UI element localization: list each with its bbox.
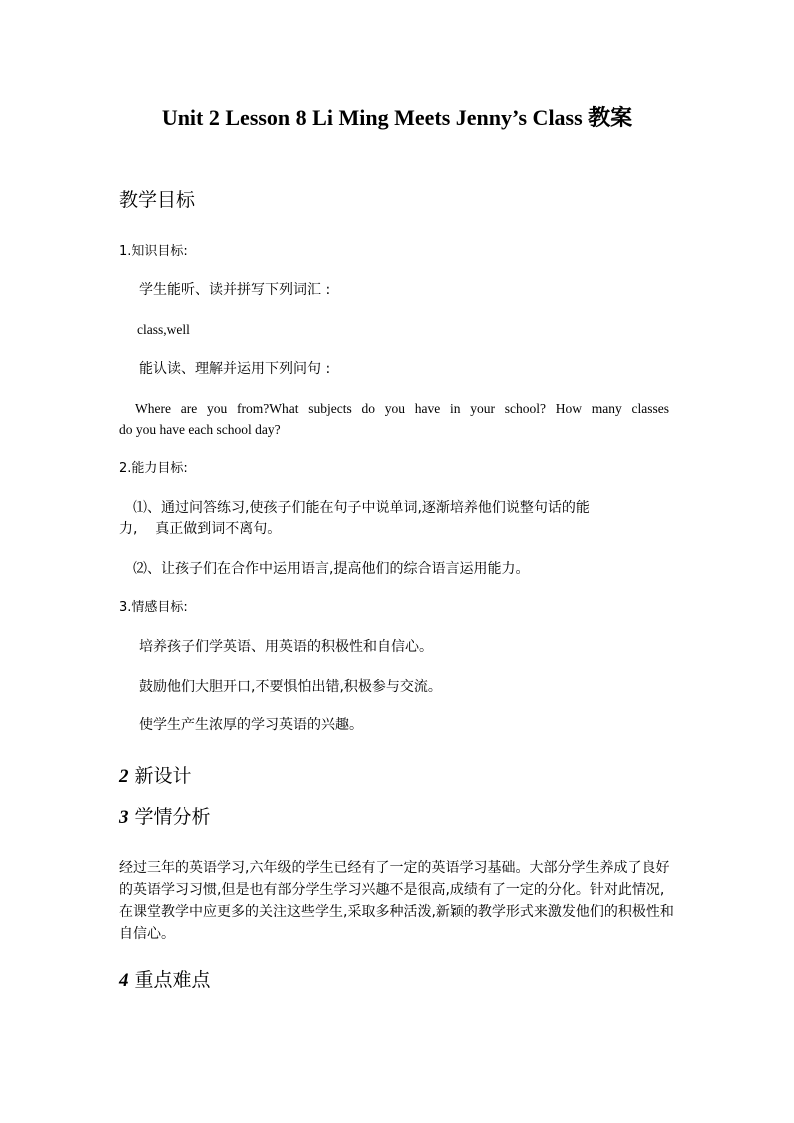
section-heading-objectives: 教学目标: [119, 189, 196, 211]
section-title: 学情分析: [134, 806, 211, 828]
ability-item-2: ⑵、让孩子们在合作中运用语言,提高他们的综合语言运用能力。: [133, 561, 530, 577]
emotion-item-2: 鼓励他们大胆开口,不要惧怕出错,积极参与交流。: [139, 679, 442, 695]
document-title: Unit 2 Lesson 8 Li Ming Meets Jenny’s Class 教案: [161, 105, 633, 130]
section-number: 3: [119, 807, 129, 828]
section-heading-analysis: [119, 803, 211, 832]
ability-objective-label: 2.能力目标:: [119, 461, 188, 476]
questions-line-1: Where are you from?What subjects do you have in your school? How many classes: [135, 401, 669, 416]
questions-intro: 能认读、理解并运用下列问句 :: [139, 361, 331, 377]
section-title: 重点难点: [134, 969, 211, 991]
section-number: 2: [119, 766, 129, 787]
analysis-paragraph: 经过三年的英语学习,六年级的学生已经有了一定的英语学习基础。大部分学生养成了良好的英语学习习惯,但是也有部分学生学习兴趣不是很高,成绩有了一定的分化。针对此情况,在课堂教学中应更多的关注这些学生,采取多种活泼,新颖的教学形式来激发他们的积极性和自信心。: [119, 860, 674, 942]
vocab-list: class,well: [137, 322, 190, 337]
emotion-item-3: 使学生产生浓厚的学习英语的兴趣。: [139, 717, 363, 733]
section-title: 新设计: [134, 765, 192, 787]
emotion-objective-label: 3.情感目标:: [119, 600, 188, 615]
section-heading-key-points: [119, 966, 211, 995]
emotion-item-1: 培养孩子们学英语、用英语的积极性和自信心。: [139, 639, 433, 655]
knowledge-objective-label: 1.知识目标:: [119, 244, 188, 259]
section-heading-design: [119, 762, 192, 791]
questions-line-2: do you have each school day?: [119, 422, 281, 437]
section-number: 4: [119, 970, 129, 991]
vocab-intro: 学生能听、读并拼写下列词汇 :: [139, 282, 331, 298]
ability-item-1-line-1: ⑴、通过问答练习,使孩子们能在句子中说单词,逐渐培养他们说整句话的能: [133, 500, 590, 516]
ability-item-1-line-2: 力, 真正做到词不离句。: [119, 521, 282, 537]
